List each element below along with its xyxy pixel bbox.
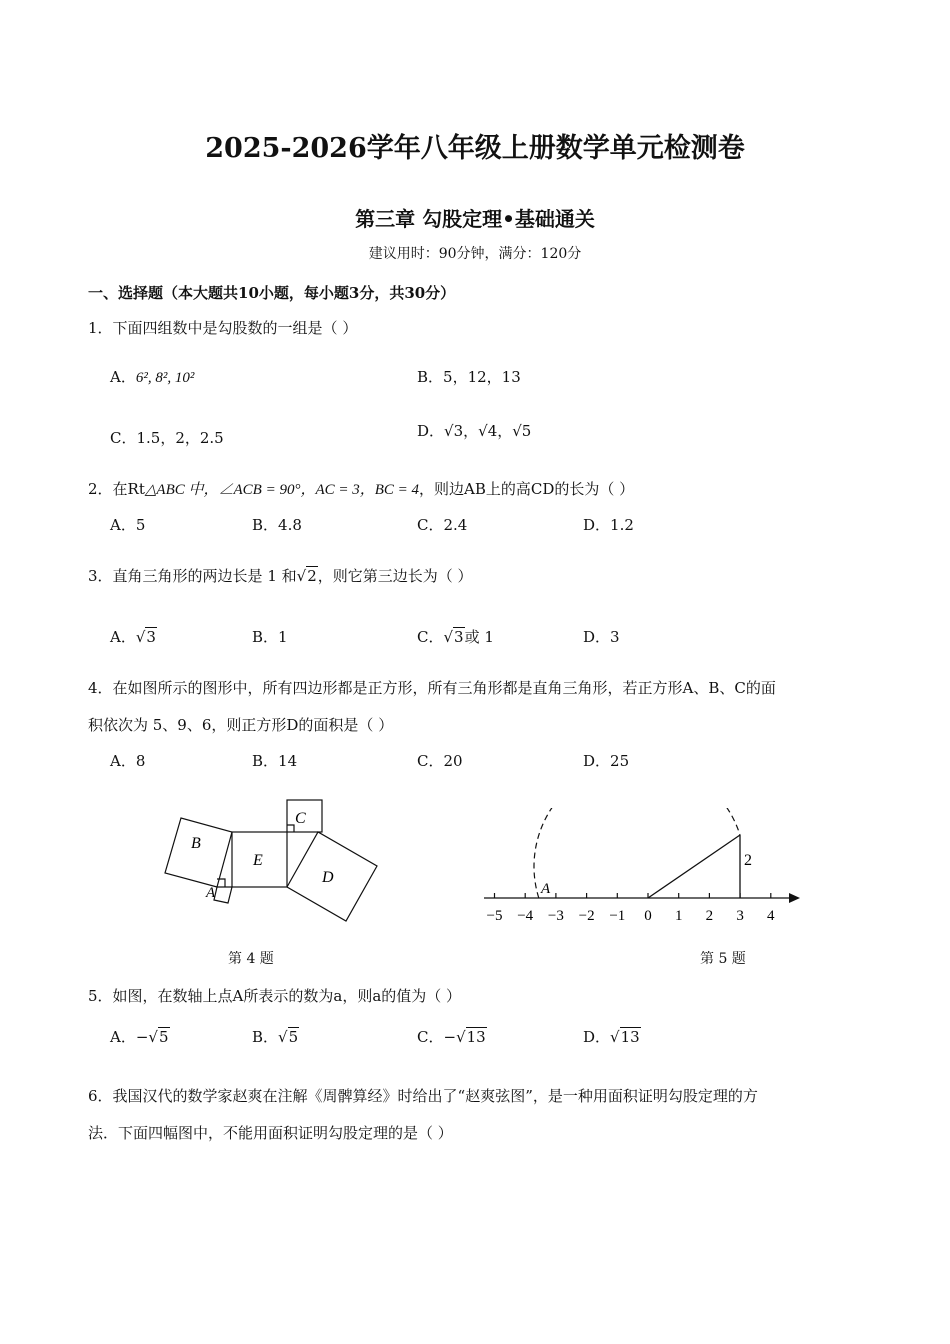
q1-option-a-text: 6², 8², 10²: [135, 370, 195, 386]
q5-b-radical: 5: [288, 1028, 299, 1046]
q1-option-d: [417, 420, 531, 441]
dashed-arc: [534, 808, 740, 898]
q1-option-a-label: A．: [110, 368, 136, 386]
q3-option-c: [417, 626, 494, 647]
question-3-stem: [88, 565, 473, 586]
q3-stem-prefix: 3．直角三角形的两边长是 1 和: [88, 567, 297, 585]
question-1-stem: 1．下面四组数中是勾股数的一组是（ ）: [88, 319, 358, 337]
figure-5-caption: 第 5 题: [700, 951, 746, 967]
q1-option-c: C．1.5，2，2.5: [110, 429, 224, 447]
q5-option-c-label: C．: [417, 1028, 444, 1046]
figure-4-label-a: A: [206, 885, 216, 901]
q3-c-sqrt-symbol: √3: [443, 628, 464, 646]
question-6-line-2: 法．下面四幅图中，不能用面积证明勾股定理的是（ ）: [88, 1124, 453, 1142]
axis-arrow: [789, 893, 800, 903]
q5-c-sign: −: [443, 1028, 457, 1046]
q2-stem-math: △ABC 中，∠ACB = 90°，AC = 3，BC = 4: [144, 482, 420, 498]
q4-option-d: D．25: [583, 752, 630, 770]
q4-option-c: C．20: [417, 752, 463, 770]
q3-option-d: D．3: [583, 628, 620, 646]
q3-stem-suffix: ，则它第三边长为（ ）: [317, 567, 473, 585]
question-4-line-2: 积依次为 5、9、6，则正方形D的面积是（ ）: [88, 716, 394, 734]
q5-c-sqrt-symbol: √13: [456, 1028, 486, 1046]
q5-c-radical: 13: [466, 1028, 486, 1046]
exam-meta: 建议用时：90分钟，满分：120分: [368, 246, 582, 262]
question-2-stem: [88, 478, 634, 499]
q3-option-a-label: A．: [110, 628, 136, 646]
figure-4-label-d: D: [322, 869, 334, 886]
q5-d-radical: 13: [620, 1028, 640, 1046]
q2-stem-prefix: 2．在Rt: [88, 480, 145, 498]
q2-option-b: B．4.8: [252, 516, 302, 534]
figure-5-point-a-label: A: [541, 881, 551, 897]
q4-option-a: A．8: [110, 752, 146, 770]
section-heading: 一、选择题（本大题共10小题，每小题3分，共30分）: [88, 284, 456, 302]
q3-a-radical: 3: [146, 628, 156, 646]
question-5-stem: 5．如图，在数轴上点A所表示的数为a，则a的值为（ ）: [88, 987, 462, 1005]
question-6-line-1: 6．我国汉代的数学家赵爽在注解《周髀算经》时给出了“赵爽弦图”，是一种用面积证明勾股定理的方: [88, 1087, 758, 1105]
q3-stem-radical: 2: [307, 567, 317, 585]
q2-option-c: C．2.4: [417, 516, 468, 534]
number-line-tick-label: 0: [644, 908, 652, 924]
q1-option-b: B．5，12，13: [417, 368, 521, 386]
q5-option-a: [110, 1026, 170, 1047]
q5-option-d-label: D．: [583, 1028, 611, 1046]
q5-d-sqrt-symbol: √13: [610, 1028, 640, 1046]
q1-option-d-text: √3，√4，√5: [444, 422, 532, 440]
q2-option-d: D．1.2: [583, 516, 634, 534]
figure-4-squares: [150, 790, 390, 930]
q3-option-c-label: C．: [417, 628, 444, 646]
q2-option-a: A．5: [110, 516, 146, 534]
number-line-tick-label: −2: [578, 908, 595, 924]
q5-option-a-label: A．: [110, 1028, 136, 1046]
figure-5-height-label: 2: [744, 852, 752, 869]
q3-option-a: [110, 626, 157, 647]
number-line-tick-label: −4: [517, 908, 534, 924]
figure-4-caption: 第 4 题: [228, 951, 274, 967]
question-4-line-1: 4．在如图所示的图形中，所有四边形都是正方形，所有三角形都是直角三角形，若正方形A、B、C的面: [88, 679, 776, 697]
chapter-subtitle: 第三章 勾股定理•基础通关: [355, 207, 595, 231]
square-b: [165, 818, 232, 887]
number-line-tick-label: 4: [767, 908, 775, 924]
figure-5-number-line: [478, 808, 808, 928]
q5-option-c: [417, 1026, 487, 1047]
q1-option-d-label: D．: [417, 422, 445, 440]
square-a: [214, 887, 232, 903]
q3-option-b: B．1: [252, 628, 288, 646]
q3-c-radical: 3: [454, 628, 464, 646]
number-line-tick-label: 1: [674, 908, 683, 924]
right-angle-mark-c: [287, 825, 294, 832]
figure-4-label-e: E: [253, 852, 263, 869]
number-line-tick-label: −3: [547, 908, 564, 924]
q2-stem-suffix: ，则边AB上的高CD的长为（ ）: [419, 480, 635, 498]
figure-4-label-b: B: [191, 835, 201, 852]
hypotenuse: [648, 835, 740, 898]
number-line-tick-label: 2: [705, 908, 714, 924]
q5-a-sqrt-symbol: √5: [148, 1028, 169, 1046]
q3-option-c-suffix: 或 1: [464, 628, 494, 646]
q1-option-a: [110, 366, 194, 387]
figure-4-label-c: C: [295, 810, 306, 827]
q4-option-b: B．14: [252, 752, 298, 770]
q5-b-sqrt-symbol: √5: [278, 1028, 299, 1046]
q5-option-d: [583, 1026, 641, 1047]
page-title: 2025-2026学年八年级上册数学单元检测卷: [205, 133, 745, 164]
q5-option-b: [252, 1026, 299, 1047]
q3-a-sqrt-symbol: √3: [135, 628, 156, 646]
q3-sqrt-symbol: √2: [296, 567, 317, 585]
q5-a-sign: −: [135, 1028, 149, 1046]
q5-a-radical: 5: [158, 1028, 169, 1046]
q5-option-b-label: B．: [252, 1028, 279, 1046]
number-line-tick-label: −1: [609, 908, 626, 924]
number-line-tick-label: 3: [736, 908, 744, 924]
number-line-tick-label: −5: [486, 908, 503, 924]
